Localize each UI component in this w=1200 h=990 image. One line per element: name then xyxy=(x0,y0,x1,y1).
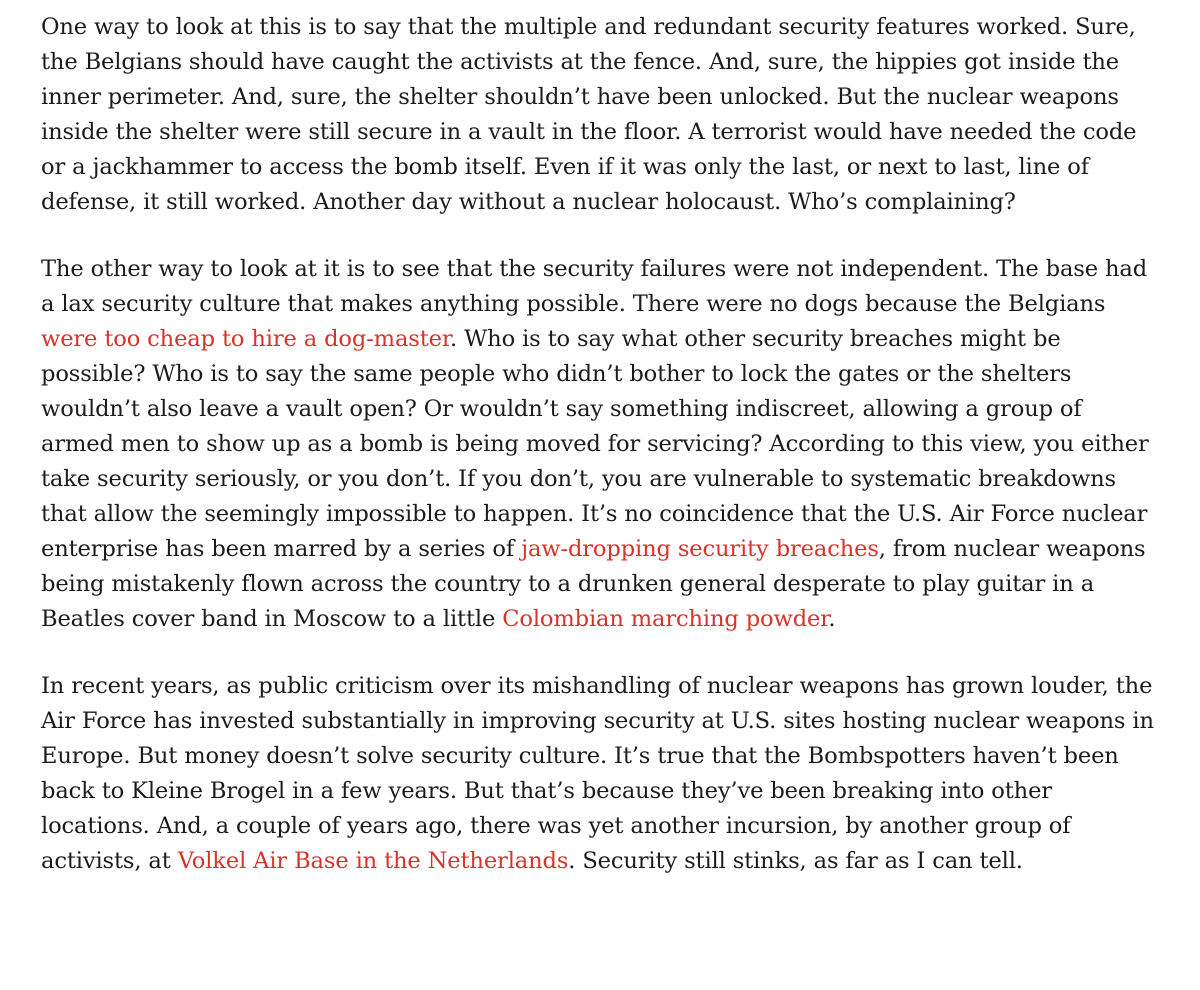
paragraph-text: . Who is to say what other security breaches might be possible? Who is to say the same people who didn’t bother to lock the gates or the shelters wouldn’t also leave a vault open? Or wouldn’t say something indiscreet, allowing a group of armed men to show up as a bomb is being moved for servicing? According to this view, you either take security seriously, or you don’t. If you don’t, you are vulnerable to systematic breakdowns that allow the seemingly impossible to happen. It’s no coincidence that the U.S. Air Force nuclear enterprise has been marred by a series of xyxy=(41,326,1149,562)
paragraph-3 xyxy=(41,669,1160,879)
paragraph-text: . Security still stinks, as far as I can tell. xyxy=(568,848,1023,874)
link-dog-master[interactable]: were too cheap to hire a dog-master xyxy=(41,326,451,352)
paragraph-text: One way to look at this is to say that the multiple and redundant security features worked. Sure, the Belgians should have caught the activists at the fence. And, sure, the hippies got inside the inner perimeter. And, sure, the shelter shouldn’t have been unlocked. But the nuclear weapons inside the shelter were still secure in a vault in the floor. A terrorist would have needed the code or a jackhammer to access the bomb itself. Even if it was only the last, or next to last, line of defense, it still worked. Another day without a nuclear holocaust. Who’s complaining? xyxy=(41,14,1137,215)
paragraph-text: , from nuclear weapons being mistakenly flown across the country to a drunken general desperate to play guitar in a Beatles cover band in Moscow to a little xyxy=(41,536,1146,632)
paragraph-text: The other way to look at it is to see that the security failures were not independent. The base had a lax security culture that makes anything possible. There were no dogs because the Belgians xyxy=(41,256,1148,317)
link-volkel-air-base[interactable]: Volkel Air Base in the Netherlands xyxy=(177,848,569,874)
link-security-breaches[interactable]: jaw-dropping security breaches xyxy=(521,536,879,562)
link-colombian-marching-powder[interactable]: Colombian marching powder xyxy=(502,606,829,632)
paragraph-1 xyxy=(41,10,1160,220)
paragraph-text: . xyxy=(828,606,836,632)
paragraph-text: In recent years, as public criticism over its mishandling of nuclear weapons has grown louder, the Air Force has invested substantially in improving security at U.S. sites hosting nuclear weapons in Europe. But money doesn’t solve security culture. It’s true that the Bombspotters haven’t been back to Kleine Brogel in a few years. But that’s because they’ve been breaking into other locations. And, a couple of years ago, there was yet another incursion, by another group of activists, at xyxy=(41,673,1154,874)
paragraph-2 xyxy=(41,252,1160,637)
